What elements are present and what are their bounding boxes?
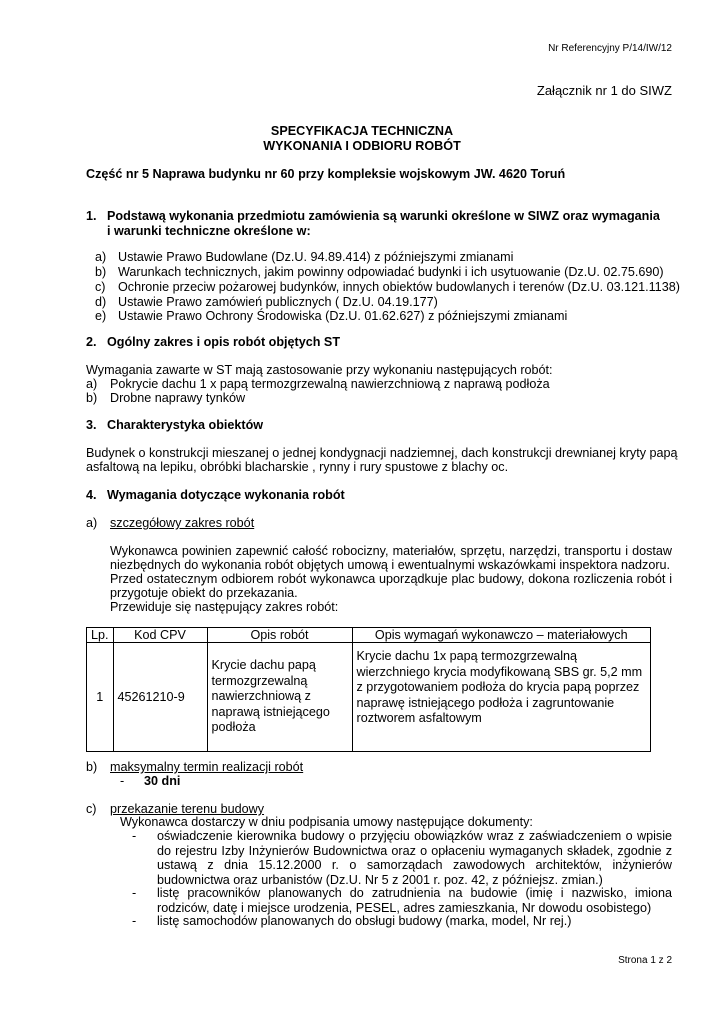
dash-marker: -: [132, 886, 137, 900]
section-2-heading: Ogólny zakres i opis robót objętych ST: [107, 335, 341, 349]
table-header-row: [87, 628, 651, 643]
section-2-number: 2.: [86, 335, 97, 349]
list-marker: e): [95, 309, 107, 323]
subsection-c-intro: Wykonawca dostarczy w dniu podpisania umowy następujące dokumenty:: [120, 815, 533, 829]
subsection-a-title: szczegółowy zakres robót: [110, 516, 255, 530]
table-header-description: Opis robót: [207, 628, 352, 643]
paragraph-2-cont: przygotuje obiekt do przekazania.: [110, 586, 298, 600]
section-4-number: 4.: [86, 488, 97, 502]
list-text: Ustawie Prawo Ochrony Środowiska (Dz.U. 01.62.627) z późniejszymi zmianami: [118, 309, 568, 323]
paragraph-3: Przewiduje się następujący zakres robót:: [110, 600, 339, 614]
list-text: oświadczenie kierownika budowy o przyjęciu obowiązków wraz z zaświadczeniem o wpisie do rejestru Izby Inżynierów Budownictwa oraz o opłaceniu wymaganych składek, zgodnie z ustawą z dnia 15.12.2000 r. o samorządach zawodowych architektów, inżynierów budownictwa oraz urbanistów (Dz.U. Nr 5 z 2001 r. poz. 42, z późniejsz. zmian.): [157, 829, 672, 887]
deadline-value: 30 dni: [144, 774, 181, 788]
subsection-c-marker: c): [86, 802, 97, 816]
part-title: Część nr 5 Naprawa budynku nr 60 przy kompleksie wojskowym JW. 4620 Toruń: [86, 167, 566, 181]
cell-requirements: Krycie dachu 1x papą termozgrzewalną wierzchniego krycia modyfikowaną SBS gr. 5,2 mm z przygotowaniem podłoża do krycia papą poprzez naprawę istniejącego podłoża i zagruntowanie roztworem asfaltowym: [352, 643, 650, 752]
list-text: listę samochodów planowanych do obsługi budowy (marka, model, Nr rej.): [157, 914, 572, 928]
section-3-heading: Charakterystyka obiektów: [107, 418, 264, 432]
paragraph-1-cont: niezbędnych do wykonania robót objętych umową i ewentualnymi wskazówkami inspektora nadzoru.: [110, 558, 671, 572]
attachment-label: Załącznik nr 1 do SIWZ: [536, 83, 672, 98]
list-text: listę pracowników planowanych do zatrudnienia na budowie (imię i nazwisko, imiona rodziców, datę i miejsce urodzenia, PESEL, adres zamieszkania, Nr dowodu osobistego): [157, 886, 672, 915]
paragraph-2: Przed ostatecznym odbiorem robót wykonawca uporządkuje plac budowy, dokona rozliczenia robót i: [110, 572, 672, 586]
works-table: [86, 627, 651, 752]
subsection-c-title: przekazanie terenu budowy: [110, 802, 265, 816]
list-marker: c): [95, 280, 106, 294]
dash-marker: -: [132, 914, 137, 928]
section-1-heading-cont: i warunki techniczne określone w:: [107, 224, 311, 238]
cell-description: Krycie dachu papą termozgrzewalną nawierzchniową z naprawą istniejącego podłoża: [207, 643, 352, 752]
doc-title-line1: SPECYFIKACJA TECHNICZNA: [270, 124, 454, 138]
list-marker: d): [95, 295, 107, 309]
list-marker: b): [86, 391, 98, 405]
page-number: Strona 1 z 2: [618, 955, 672, 966]
list-text: Ustawie Prawo zamówień publicznych ( Dz.U. 04.19.177): [118, 295, 438, 309]
list-text: Ustawie Prawo Budowlane (Dz.U. 94.89.414) z późniejszymi zmianami: [118, 250, 514, 264]
cell-cpv: 45261210-9: [113, 643, 207, 752]
section-1-heading: Podstawą wykonania przedmiotu zamówienia są warunki określone w SIWZ oraz wymagania: [107, 209, 660, 223]
section-4-heading: Wymagania dotyczące wykonania robót: [107, 488, 345, 502]
list-text: Drobne naprawy tynków: [110, 391, 246, 405]
section-3-text-cont: asfaltową na lepiku, obróbki blacharskie , rynny i rury spustowe z blachy oc.: [86, 460, 509, 474]
subsection-a-marker: a): [86, 516, 98, 530]
list-text: Warunkach technicznych, jakim powinny odpowiadać budynki i ich usytuowanie (Dz.U. 02.75.690): [118, 265, 664, 279]
paragraph-1: Wykonawca powinien zapewnić całość robocizny, materiałów, sprzętu, narzędzi, transportu i dostaw: [110, 544, 672, 558]
reference-number: Nr Referencyjny P/14/IW/12: [548, 43, 672, 54]
section-2-intro: Wymagania zawarte w ST mają zastosowanie przy wykonaniu następujących robót:: [86, 363, 553, 377]
cell-lp: 1: [87, 643, 114, 752]
list-marker: b): [95, 265, 107, 279]
list-text: Pokrycie dachu 1 x papą termozgrzewalną nawierzchniową z naprawą podłoża: [110, 377, 550, 391]
dash-marker: -: [132, 829, 137, 843]
table-header-requirements: Opis wymagań wykonawczo – materiałowych: [352, 628, 650, 643]
dash-marker: -: [120, 774, 125, 788]
table-row: [87, 643, 651, 752]
subsection-b-title: maksymalny termin realizacji robót: [110, 760, 304, 774]
table-header-lp: Lp.: [87, 628, 114, 643]
doc-title-line2: WYKONANIA I ODBIORU ROBÓT: [263, 139, 461, 153]
section-1-number: 1.: [86, 209, 97, 223]
table-header-cpv: Kod CPV: [113, 628, 207, 643]
list-marker: a): [95, 250, 107, 264]
list-text: Ochronie przeciw pożarowej budynków, innych obiektów budowlanych i terenów (Dz.U. 03.121.1138): [118, 280, 680, 294]
list-marker: a): [86, 377, 98, 391]
subsection-b-marker: b): [86, 760, 98, 774]
section-3-number: 3.: [86, 418, 97, 432]
section-3-text: Budynek o konstrukcji mieszanej o jednej kondygnacji nadziemnej, dach konstrukcji drewnianej kryty papą: [86, 446, 678, 460]
